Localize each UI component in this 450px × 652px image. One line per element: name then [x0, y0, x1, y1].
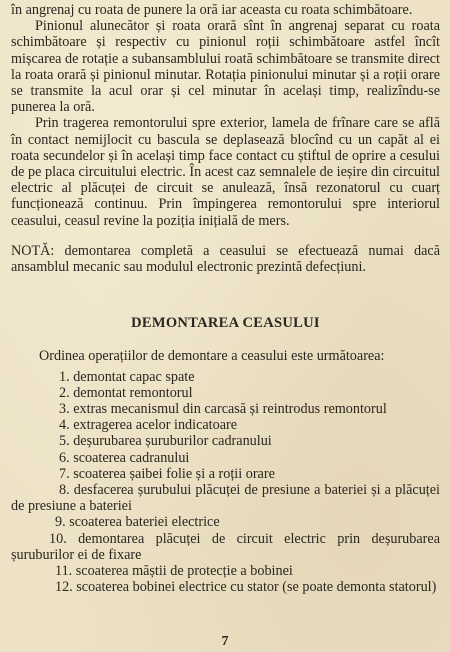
page-number: 7 [221, 634, 229, 649]
step-item: 12. scoaterea bobinei electrice cu stator (se poate demonta statorul) [55, 579, 437, 596]
step-item: 8. desfacerea șurubului plăcuței de presiune a bateriei și a plăcuței de presiune a bateriei [11, 482, 440, 515]
step-item: 1. demontat capac spate [59, 368, 195, 385]
section-heading: DEMONTAREA CEASULUI [131, 315, 320, 332]
step-item: 7. scoaterea șaibei folie și a roții orare [59, 465, 275, 482]
step-item: 5. deșurubarea șuruburilor cadranului [59, 433, 272, 450]
step-item: 9. scoaterea bateriei electrice [55, 514, 220, 531]
note-paragraph: NOTĂ: demontarea completă a ceasului se efectuează numai dacă ansamblul mecanic sau modulul electronic prezintă defecțiuni. [11, 242, 440, 276]
step-item: 11. scoaterea măștii de protecție a bobinei [55, 563, 293, 580]
section-intro: Ordinea operațiilor de demontare a ceasului este următoarea: [39, 348, 385, 365]
paragraph-remontor: Prin tragerea remontorului spre exterior, lamela de frînare care se află în contact nemijlocit cu bascula se deplasează blocînd cu un capăt al ei roata secundelor și în același timp face contact cu știftul de oprire a cesului de pe placa circuitului electric. În acest caz semnalele de ieșire din circuitul electric al plăcuței de circuit se anulează, însă rezonatorul cu cuarț funcționează continuu. Prin împingerea remontorului spre interiorul ceasului, ceasul revine la poziția inițială de mers. [11, 115, 440, 229]
disassembly-steps [11, 369, 440, 596]
step-item: 3. extras mecanismul din carcasă și reintrodus remontorul [59, 401, 387, 418]
paragraph-continuation: în angrenaj cu roata de punere la oră iar aceasta cu roata schimbătoare. [11, 2, 413, 18]
body-text [11, 2, 440, 596]
document-page [0, 2, 450, 652]
step-item: 4. extragerea acelor indicatoare [59, 417, 238, 434]
step-item: 10. demontarea plăcuței de circuit electric prin deșurubarea șuruburilor ei de fixare [11, 530, 440, 563]
step-item: 2. demontat remontorul [59, 384, 193, 401]
paragraph-pinion: Pinionul alunecător și roata orară sînt în angrenaj separat cu roata schimbătoare și respectiv cu pinionul roții schimbătoare astfel încît mișcarea de rotație a subansamblului roată schimbătoare se transmite direct la roata orară și pinionul minutar. Rotația pinionului minutar și a roții orare se transmite la acul orar și cel minutar în același timp, realizîndu-se punerea la oră. [11, 18, 440, 116]
step-item: 6. scoaterea cadranului [59, 449, 190, 466]
